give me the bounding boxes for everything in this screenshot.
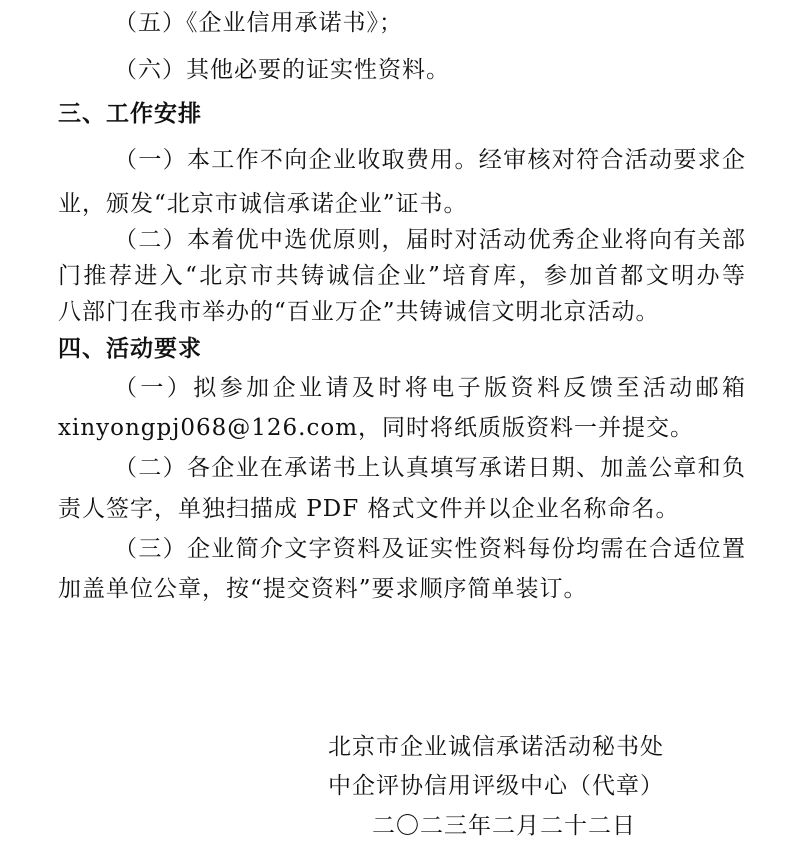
paragraph-line: （二）本着优中选优原则，届时对活动优秀企业将向有关部 (114, 227, 746, 253)
paragraph-line: 门推荐进入“北京市共铸诚信企业”培育库，参加首都文明办等 (58, 263, 746, 289)
paragraph-line-with-email: xinyongpj068@126.com，同时将纸质版资料一并提交。 (58, 415, 695, 441)
section-heading-3: 三、工作安排 (58, 101, 202, 127)
paragraph-line: 业，颁发“北京市诚信承诺企业”证书。 (58, 191, 468, 217)
signature-agent: 中企评协信用评级中心（代章） (328, 773, 664, 799)
paragraph-line: 责人签字，单独扫描成 PDF 格式文件并以企业名称命名。 (58, 496, 680, 522)
signature-organization: 北京市企业诚信承诺活动秘书处 (328, 734, 664, 760)
paragraph-line: （一）本工作不向企业收取费用。经审核对符合活动要求企 (114, 147, 746, 173)
paragraph-line: （三）企业简介文字资料及证实性资料每份均需在合适位置 (114, 536, 746, 562)
paragraph-line: 加盖单位公章，按“提交资料”要求顺序简单装订。 (58, 576, 588, 602)
section-heading-4: 四、活动要求 (58, 336, 202, 362)
paragraph-line: 八部门在我市举办的“百业万企”共铸诚信文明北京活动。 (58, 299, 660, 325)
paragraph-line: （一）拟参加企业请及时将电子版资料反馈至活动邮箱 (114, 375, 746, 401)
signature-date: 二〇二三年二月二十二日 (372, 813, 636, 839)
paragraph-line: （二）各企业在承诺书上认真填写承诺日期、加盖公章和负 (114, 455, 746, 481)
list-item-6: （六）其他必要的证实性资料。 (114, 57, 450, 83)
list-item-5: （五）《企业信用承诺书》； (114, 10, 403, 36)
